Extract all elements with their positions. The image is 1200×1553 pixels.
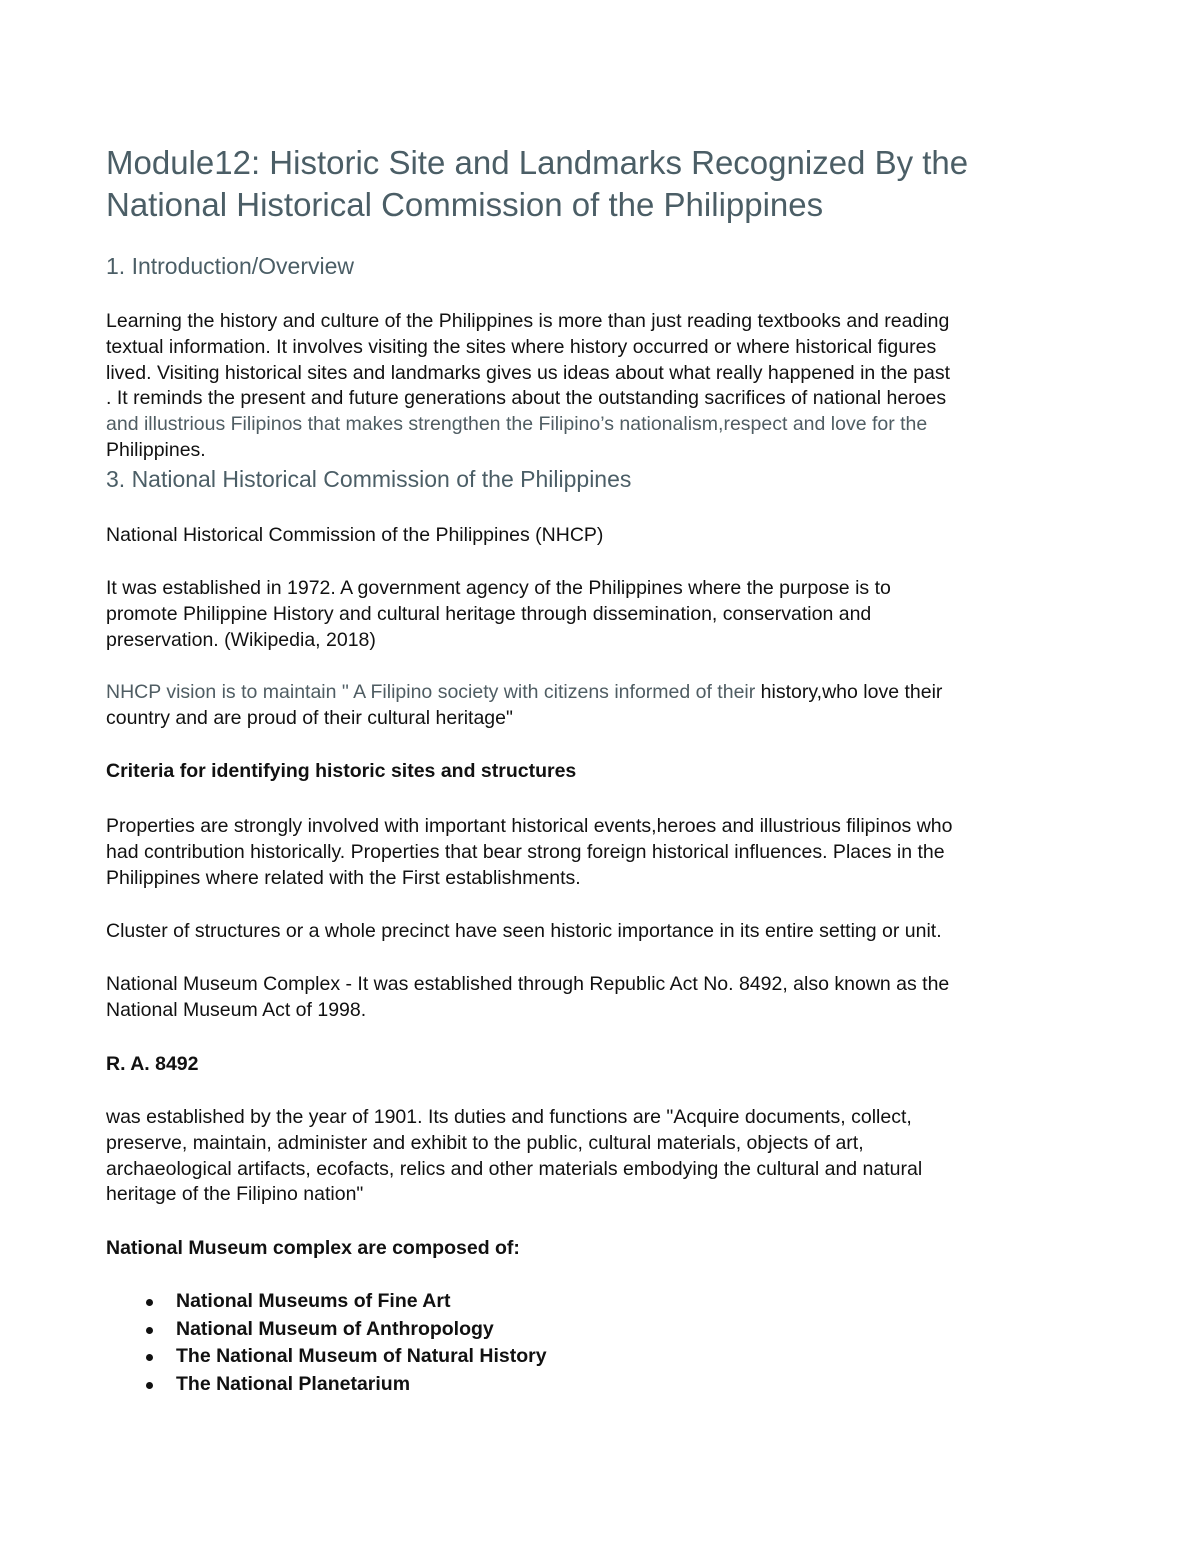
properties-paragraph xyxy=(106,814,1096,891)
museum-complex-paragraph xyxy=(106,972,1096,1024)
vision-line-2: country and are proud of their cultural heritage" xyxy=(106,706,513,729)
ra-line-1: was established by the year of 1901. Its duties and functions are "Acquire documents, collect, xyxy=(106,1106,912,1128)
bullet-icon xyxy=(146,1299,153,1306)
criteria-heading: Criteria for identifying historic sites and structures xyxy=(106,760,577,782)
vision-line-1-dark: history,who love their xyxy=(760,681,943,703)
list-item xyxy=(106,1371,547,1399)
bullet-icon xyxy=(146,1327,153,1334)
section-heading-introduction: 1. Introduction/Overview xyxy=(106,253,355,279)
museum-complex-line-2: National Museum Act of 1998. xyxy=(106,998,367,1021)
cluster-paragraph: Cluster of structures or a whole precinct have seen historic importance in its entire setting or unit. xyxy=(106,920,942,942)
list-item xyxy=(106,1288,547,1316)
museum-complex-line-1: National Museum Complex - It was established through Republic Act No. 8492, also known as the xyxy=(106,973,950,995)
list-item-label: The National Planetarium xyxy=(176,1372,411,1395)
intro-line-5: and illustrious Filipinos that makes strengthen the Filipino’s nationalism,respect and love for the xyxy=(106,413,928,436)
title-line-1: Module12: Historic Site and Landmarks Recognized By the xyxy=(106,144,969,181)
ra-paragraph xyxy=(106,1105,1096,1208)
established-line-2: promote Philippine History and cultural heritage through dissemination, conservation and xyxy=(106,602,872,625)
museum-list xyxy=(106,1288,547,1398)
nhcp-name-paragraph xyxy=(106,523,1096,549)
intro-line-3: lived. Visiting historical sites and landmarks gives us ideas about what really happened in the past xyxy=(106,361,951,384)
intro-paragraph xyxy=(106,309,1096,464)
section-heading-nhcp: 3. National Historical Commission of the Philippines xyxy=(106,466,632,492)
established-paragraph xyxy=(106,576,1096,653)
intro-line-2: textual information. It involves visiting the sites where history occurred or where historical figures xyxy=(106,335,937,358)
nhcp-name: National Historical Commission of the Philippines (NHCP) xyxy=(106,524,604,546)
intro-line-1: Learning the history and culture of the Philippines is more than just reading textbooks and reading xyxy=(106,310,950,332)
intro-line-4: . It reminds the present and future generations about the outstanding sacrifices of national heroes xyxy=(106,387,947,410)
list-item xyxy=(106,1343,547,1371)
ra-line-2: preserve, maintain, administer and exhibit to the public, cultural materials, objects of art, xyxy=(106,1131,864,1154)
list-item-label: The National Museum of Natural History xyxy=(176,1345,547,1368)
document-title xyxy=(106,142,1106,226)
established-line-3: preservation. (Wikipedia, 2018) xyxy=(106,628,376,651)
ra-line-3: archaeological artifacts, ecofacts, relics and other materials embodying the cultural and natural xyxy=(106,1157,923,1180)
intro-line-6: Philippines. xyxy=(106,438,206,461)
established-line-1: It was established in 1972. A government agency of the Philippines where the purpose is to xyxy=(106,577,891,599)
bullet-icon xyxy=(146,1382,153,1389)
ra-line-4: heritage of the Filipino nation" xyxy=(106,1183,364,1206)
composed-heading: National Museum complex are composed of: xyxy=(106,1237,520,1259)
list-item xyxy=(106,1316,547,1344)
vision-line-1-muted: NHCP vision is to maintain " A Filipino society with citizens informed of their xyxy=(106,681,761,703)
list-item-label: National Museums of Fine Art xyxy=(176,1290,451,1312)
bullet-icon xyxy=(146,1354,153,1361)
properties-line-1: Properties are strongly involved with important historical events,heroes and illustrious filipinos who xyxy=(106,815,953,837)
vision-paragraph xyxy=(106,680,1096,732)
properties-line-3: Philippines where related with the First establishments. xyxy=(106,866,581,889)
vision-line-1 xyxy=(106,680,1096,706)
properties-line-2: had contribution historically. Properties that bear strong foreign historical influences. Places in the xyxy=(106,840,945,863)
list-item-label: National Museum of Anthropology xyxy=(176,1317,494,1340)
title-line-2: National Historical Commission of the Philippines xyxy=(106,186,824,223)
ra-heading: R. A. 8492 xyxy=(106,1053,199,1075)
